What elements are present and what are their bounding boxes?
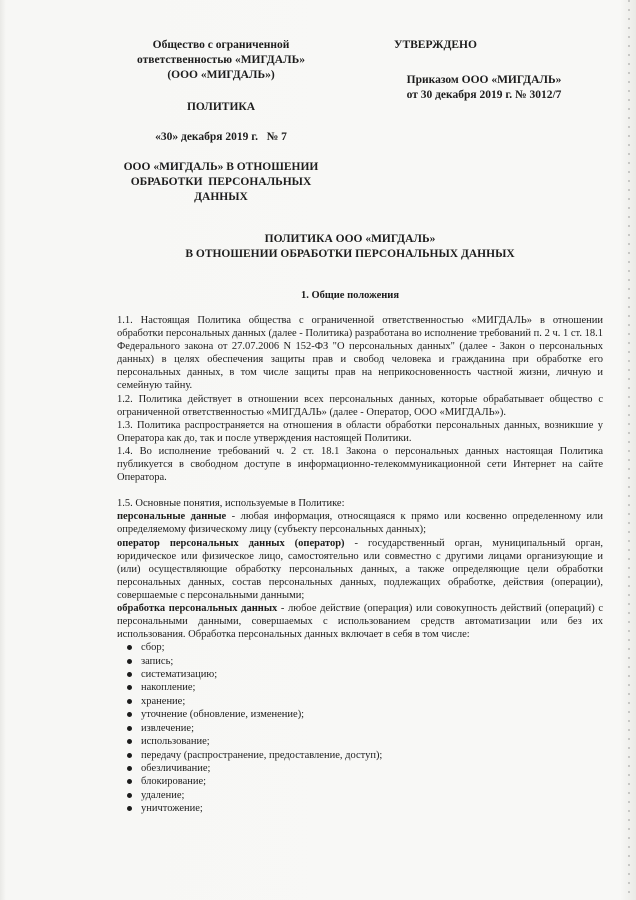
bullet-icon [127,712,132,717]
document-subject [118,160,324,205]
header-left-block [118,38,324,205]
org-line-1: Общество с ограниченной [152,39,290,51]
list-item-text: уничтожение; [141,803,203,815]
bullet-icon [127,685,132,690]
list-item-text: использование; [141,736,210,748]
org-line-2: ответственностью «МИГДАЛЬ» [137,54,305,66]
list-item [127,775,603,788]
bullet-icon [127,726,132,731]
list-item [127,668,603,681]
document-type: ПОЛИТИКА [186,101,256,113]
list-item [127,695,603,708]
list-item-text: накопление; [141,682,196,694]
document-date-number: «30» декабря 2019 г. № 7 [155,131,287,143]
bullet-icon [127,659,132,664]
bullet-icon [127,779,132,784]
definition-term: обработка персональных данных [117,602,278,614]
paragraph-1-5: 1.5. Основные понятия, используемые в Политике: [117,498,345,510]
org-line-3: (ООО «МИГДАЛЬ») [167,69,275,81]
paragraph-1-4: 1.4. Во исполнение требований ч. 2 ст. 18.1 Закона о персональных данных настоящая Политика публикуется в свободном доступе в информационно-телекоммуникационной сети Интернет на сайте Оператора. [117,445,603,484]
order-line-2: от 30 декабря 2019 г. № 3012/7 [406,89,562,101]
section-heading: 1. Общие положения [300,290,400,301]
order-line-1: Приказом ООО «МИГДАЛЬ» [406,74,562,86]
paragraph-1-1: 1.1. Настоящая Политика общества с ограниченной ответственностью «МИГДАЛЬ» в отношении обработки персональных данных (далее - Политика) разработана во исполнение требований п. 2 ч. 1 ст. 18.1 Федерального закона от 27.07.2006 N 152-ФЗ "О персональных данных" (далее - Закон о персональных данных) в целях обеспечения защиты прав и свобод человека и гражданина при обработке его персональных данных, в том числе защиты прав на неприкосновенность частной жизни, личную и семейную тайну. [117,315,603,392]
list-item [127,735,603,748]
list-item [127,802,603,815]
list-item [127,681,603,694]
definition-text: - любое действие (операция) или совокупность действий (операций) с персональными данными, совершаемых с использованием средств автоматизации или без их использования. Обработка персональных данных включает в себя в том числе: [117,602,603,641]
list-item-text: блокирование; [141,776,207,788]
title-line-2: В ОТНОШЕНИИ ОБРАБОТКИ ПЕРСОНАЛЬНЫХ ДАННЫХ [185,248,515,260]
list-item [127,708,603,721]
list-item-text: запись; [141,655,174,667]
list-item-text: систематизацию; [141,669,218,681]
definition-text: - любая информация, относящаяся к прямо или косвенно определенному или определяемому физическому лицу (субъекту персональных данных); [117,511,603,536]
definition-term: персональные данные [117,511,227,523]
document-body [117,314,603,816]
list-item-text: удаление; [141,789,185,801]
paragraph-1-2: 1.2. Политика действует в отношении всех персональных данных, которые обрабатывает общество с ограниченной ответственностью «МИГДАЛЬ» (далее - Оператор, ООО «МИГДАЛЬ»). [117,393,603,418]
processing-actions-list [117,641,603,815]
list-item [127,722,603,735]
definition-term: оператор персональных данных (оператор) [117,537,345,549]
list-item-text: хранение; [141,695,186,707]
bullet-icon [127,645,132,650]
list-item-text: извлечение; [141,722,194,734]
document-title [100,232,600,262]
scan-edge-artifact [628,0,630,900]
bullet-icon [127,739,132,744]
list-item [127,641,603,654]
definition-personal-data [117,510,603,536]
list-item [127,789,603,802]
list-item [127,762,603,775]
bullet-icon [127,753,132,758]
list-item-text: передачу (распространение, предоставление, доступ); [141,749,383,761]
paragraph-1-3: 1.3. Политика распространяется на отношения в области обработки персональных данных, возникшие у Оператора как до, так и после утверждения настоящей Политики. [117,419,603,444]
subject-line-2: ОБРАБОТКИ ПЕРСОНАЛЬНЫХ [130,176,312,188]
list-item-text: сбор; [141,642,165,654]
title-line-1: ПОЛИТИКА ООО «МИГДАЛЬ» [264,233,436,245]
list-item-text: обезличивание; [141,762,211,774]
bullet-icon [127,672,132,677]
approved-label: УТВЕРЖДЕНО [394,39,477,51]
definition-operator [117,537,603,602]
bullet-icon [127,793,132,798]
list-item [127,655,603,668]
subject-line-3: ДАННЫХ [194,191,248,203]
list-item-text: уточнение (обновление, изменение); [141,709,305,721]
approval-order [364,73,604,103]
definition-text: - государственный орган, муниципальный орган, юридическое или физическое лицо, самостоятельно или совместно с другими лицами организующие и (или) осуществляющие обработку персональных данных, а также определяющие цели обработки персональных данных, состав персональных данных, подлежащих обработке, действия (операции), совершаемые с персональными данными; [117,537,603,601]
definition-processing [117,602,603,641]
list-item [127,749,603,762]
organization-name [118,38,324,83]
bullet-icon [127,766,132,771]
bullet-icon [127,699,132,704]
approval-block [364,38,604,103]
subject-line-1: ООО «МИГДАЛЬ» В ОТНОШЕНИИ [123,161,319,173]
bullet-icon [127,806,132,811]
